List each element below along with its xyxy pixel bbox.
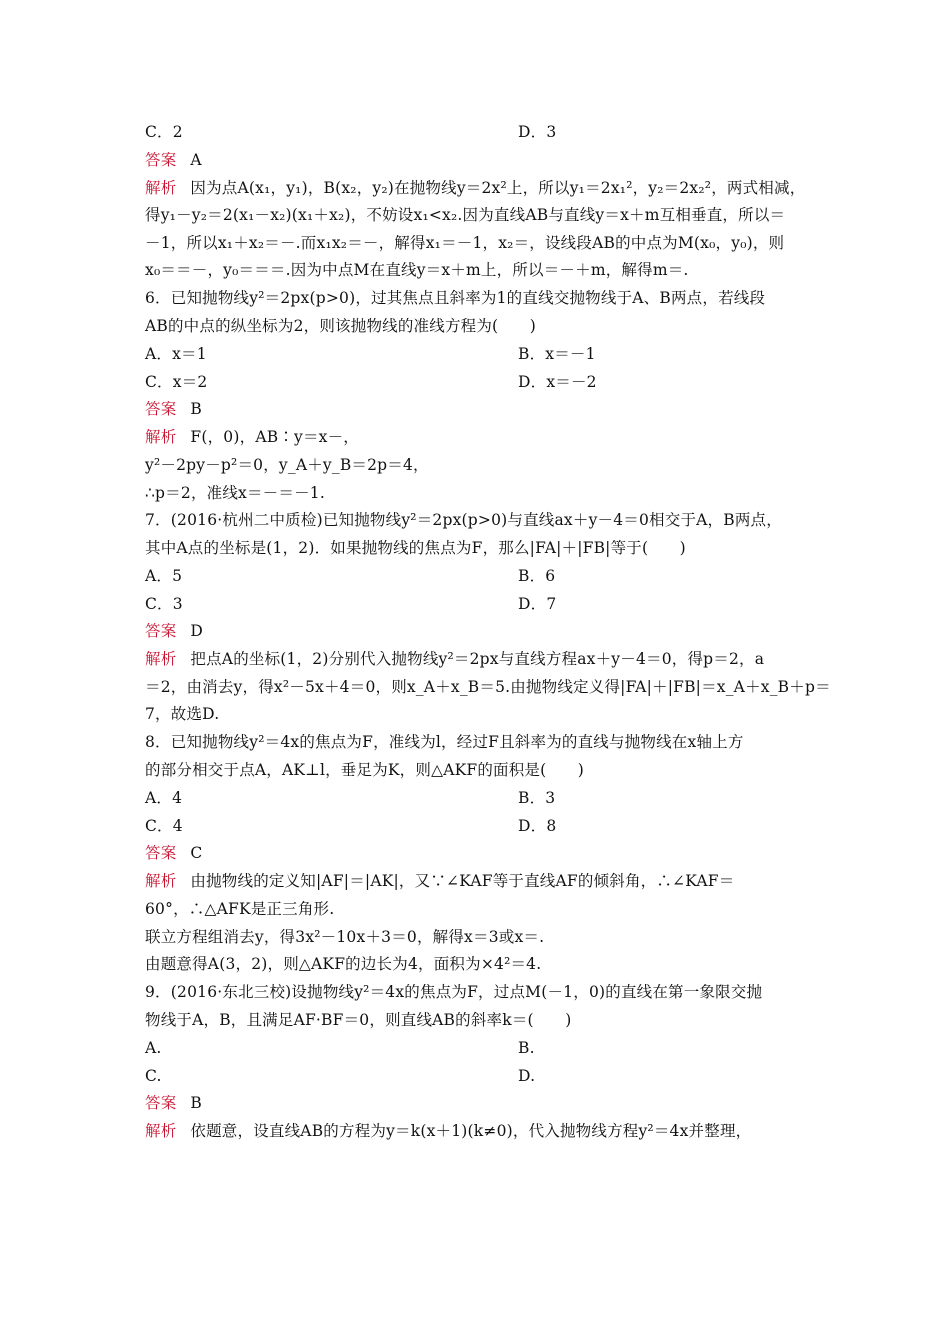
answer-value: B [190, 400, 202, 418]
q8-option-c: C．4 [145, 817, 183, 835]
analysis-label: 解析 [145, 179, 177, 197]
q6-answer [145, 399, 202, 419]
q6-analysis-line-1 [145, 427, 359, 447]
q9-answer [145, 1093, 202, 1113]
analysis-text: F(，0)，AB∶y＝x－， [190, 428, 359, 446]
analysis-text: 依题意，设直线AB的方程为y＝k(x＋1)(k≠0)，代入抛物线方程y²＝4x并整理， [190, 1122, 752, 1140]
analysis-text: 把点A的坐标(1，2)分别代入抛物线y²＝2px与直线方程ax＋y－4＝0，得p＝2，a [190, 650, 765, 668]
q6-option-d: D．x＝－2 [518, 373, 597, 391]
q9-option-c: C. [145, 1067, 162, 1085]
analysis-text: 因为点A(x₁，y₁)，B(x₂，y₂)在抛物线y＝2x²上，所以y₁＝2x₁²，y₂＝2x₂²，两式相减， [190, 179, 806, 197]
answer-value: C [190, 844, 203, 862]
q6-analysis-line-3: ∴p＝2，准线x＝－＝－1. [145, 484, 325, 502]
q7-option-b: B．6 [518, 567, 556, 585]
analysis-label: 解析 [145, 872, 177, 890]
q8-answer [145, 843, 202, 863]
answer-label: 答案 [145, 151, 177, 169]
answer-label: 答案 [145, 844, 177, 862]
q9-option-b: B. [518, 1039, 535, 1057]
q7-option-d: D．7 [518, 595, 557, 613]
q5-analysis-line-2: 得y₁－y₂＝2(x₁－x₂)(x₁＋x₂)，不妨设x₁<x₂.因为直线AB与直线y＝x＋m互相垂直，所以＝ [145, 206, 786, 224]
q8-analysis-line-4: 由题意得A(3，2)，则△AKF的边长为4，面积为×4²＝4. [145, 955, 542, 973]
q8-option-d: D．8 [518, 817, 557, 835]
q8-analysis-line-3: 联立方程组消去y，得3x²－10x＋3＝0，解得x＝3或x＝. [145, 928, 545, 946]
q9-stem-line-1: 9．(2016·东北三校)设抛物线y²＝4x的焦点为F，过点M(－1，0)的直线在第一象限交抛 [145, 983, 763, 1001]
answer-label: 答案 [145, 400, 177, 418]
q5-analysis-line-4: x₀＝＝－，y₀＝＝＝.因为中点M在直线y＝x＋m上，所以＝－＋m，解得m＝. [145, 261, 689, 279]
q8-analysis-line-2: 60°，∴△AFK是正三角形. [145, 900, 335, 918]
q9-option-a: A. [145, 1039, 162, 1057]
analysis-label: 解析 [145, 650, 177, 668]
q8-stem-line-2: 的部分相交于点A，AK⊥l，垂足为K，则△AKF的面积是( ) [145, 761, 585, 779]
q5-option-d: D．3 [518, 123, 557, 141]
analysis-text: 由抛物线的定义知|AF|＝|AK|，又∵∠KAF等于直线AF的倾斜角，∴∠KAF＝ [190, 872, 735, 890]
answer-label: 答案 [145, 1094, 177, 1112]
q5-analysis-line-3: －1，所以x₁＋x₂＝－.而x₁x₂＝－，解得x₁＝－1，x₂＝，设线段AB的中点为M(x₀，y₀)，则 [145, 234, 785, 252]
q6-stem-line-2: AB的中点的纵坐标为2，则该抛物线的准线方程为( ) [145, 317, 536, 335]
analysis-label: 解析 [145, 1122, 177, 1140]
answer-value: A [190, 151, 202, 169]
answer-label: 答案 [145, 622, 177, 640]
q5-option-c: C．2 [145, 123, 183, 141]
q7-option-c: C．3 [145, 595, 183, 613]
q6-option-c: C．x＝2 [145, 373, 208, 391]
q8-stem-line-1: 8．已知抛物线y²＝4x的焦点为F，准线为l，经过F且斜率为的直线与抛物线在x轴上方 [145, 733, 744, 751]
analysis-label: 解析 [145, 428, 177, 446]
q8-option-a: A．4 [145, 789, 183, 807]
q6-analysis-line-2: y²－2py－p²＝0，y_A＋y_B＝2p＝4， [145, 456, 429, 474]
q5-answer [145, 150, 202, 170]
q9-option-d: D. [518, 1067, 536, 1085]
q7-analysis-line-3: 7，故选D. [145, 705, 220, 723]
q5-analysis-line-1 [145, 178, 805, 198]
q9-analysis-line-1 [145, 1121, 751, 1141]
q7-analysis-line-1 [145, 649, 764, 669]
q6-stem-line-1: 6．已知抛物线y²＝2px(p>0)，过其焦点且斜率为1的直线交抛物线于A、B两点，若线段 [145, 289, 766, 307]
q6-option-b: B．x＝－1 [518, 345, 596, 363]
answer-value: D [190, 622, 204, 640]
q7-stem-line-1: 7．(2016·杭州二中质检)已知抛物线y²＝2px(p>0)与直线ax＋y－4＝0相交于A，B两点， [145, 511, 782, 529]
q7-analysis-line-2: ＝2，由消去y，得x²－5x＋4＝0，则x_A＋x_B＝5.由抛物线定义得|FA|＋|FB|＝x_A＋x_B＋p＝ [145, 678, 831, 696]
q7-answer [145, 621, 203, 641]
q8-analysis-line-1 [145, 871, 734, 891]
q6-option-a: A．x＝1 [145, 345, 207, 363]
q8-option-b: B．3 [518, 789, 556, 807]
q7-option-a: A．5 [145, 567, 183, 585]
answer-value: B [190, 1094, 202, 1112]
q9-stem-line-2: 物线于A，B，且满足AF·BF＝0，则直线AB的斜率k＝( ) [145, 1011, 572, 1029]
q7-stem-line-2: 其中A点的坐标是(1，2)．如果抛物线的焦点为F，那么|FA|＋|FB|等于( ) [145, 539, 686, 557]
